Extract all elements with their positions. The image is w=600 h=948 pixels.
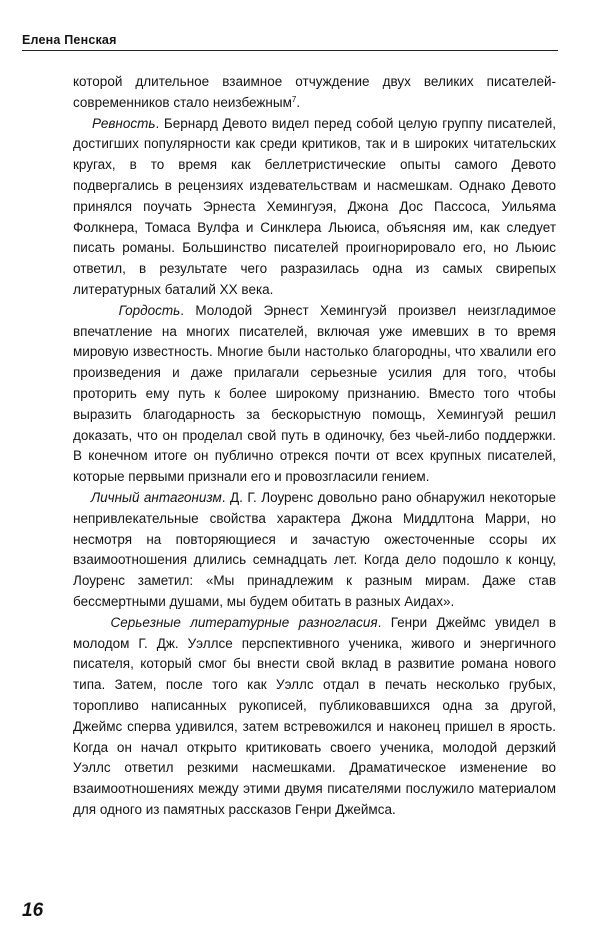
page-number: 16 — [22, 900, 44, 921]
paragraph-lead: Серьезные литературные разногласия — [110, 614, 378, 630]
paragraph-continuation — [73, 72, 556, 114]
paragraph-tail: . — [296, 94, 301, 110]
paragraph-disagreements — [73, 613, 556, 821]
footnote-marker: 7 — [291, 94, 297, 104]
paragraph-pride — [73, 301, 556, 488]
paragraph-antagonism — [73, 488, 556, 613]
body-text — [73, 72, 556, 821]
paragraph-text: . Бернард Девото видел перед собой целую группу писателей, достигших популярности как среди критиков, так и в широких читательских кругах, в то время как беллетристические опыты самого Девото подвергались в рецензиях издевательствам и насмешкам. Однако Девото принялся поучать Эрнеста Хемингуэя, Джона Дос Пассоса, Уильяма Фолкнера, Томаса Вулфа и Синклера Льюиса, объясняя им, как следует писать романы. Большинство писателей проигнорировало его, но Льюис ответил, в результате чего разразилась одна из самых свирепых литературных баталий XX века. — [73, 115, 556, 297]
paragraph-jealousy — [73, 114, 556, 301]
header-rule — [22, 50, 558, 51]
paragraph-text: . Генри Джеймс увидел в молодом Г. Дж. Уэллсе перспективного ученика, живого и энергичного писателя, который смог бы внести свой вклад в развитие романа нового типа. Затем, после того как Уэллс отдал в печать несколько грубых, торопливо написанных рукописей, публиковавшихся одна за другой, Джеймс сперва удивился, затем встревожился и наконец пришел в ярость. Когда он начал открыто критиковать своего ученика, молодой дерзкий Уэллс ответил резкими насмешками. Драматическое изменение во взаимоотношениях между этими двумя писателями послужило материалом для одного из памятных рассказов Генри Джеймса. — [73, 614, 556, 817]
paragraph-text: . Д. Г. Лоуренс довольно рано обнаружил некоторые непривлекательные свойства характера Джона Миддлтона Марри, но несмотря на повторяющиеся и зачастую ожесточенные ссоры их взаимоотношения длились семнадцать лет. Когда дело подошло к концу, Лоуренс заметил: «Мы принадлежим к разным мирам. Даже став бессмертными душами, мы будем обитать в разных Аидах». — [73, 489, 556, 609]
paragraph-text: . Молодой Эрнест Хемингуэй произвел неизгладимое впечатление на многих писателей, включая уже имевших в то время мировую известность. Многие были настолько благородны, что хвалили его произведения и даже прилагали серьезные усилия для того, чтобы проторить ему путь к более широкому признанию. Вместо того чтобы выразить благодарность за бескорыстную помощь, Хемингуэй решил доказать, что он проделал свой путь в одиночку, без чьей-либо поддержки. В конечном итоге он публично отрекся почти от всех крупных писателей, которые первыми признали его и провозгласили гением. — [73, 302, 556, 485]
paragraph-text: которой длительное взаимное отчуждение двух великих писателей-современников стало неизбежным — [73, 74, 556, 110]
paragraph-lead: Личный антагонизм — [90, 489, 222, 505]
running-head-author: Елена Пенская — [22, 33, 117, 47]
paragraph-lead: Гордость — [118, 302, 181, 318]
paragraph-lead: Ревность — [91, 115, 156, 131]
